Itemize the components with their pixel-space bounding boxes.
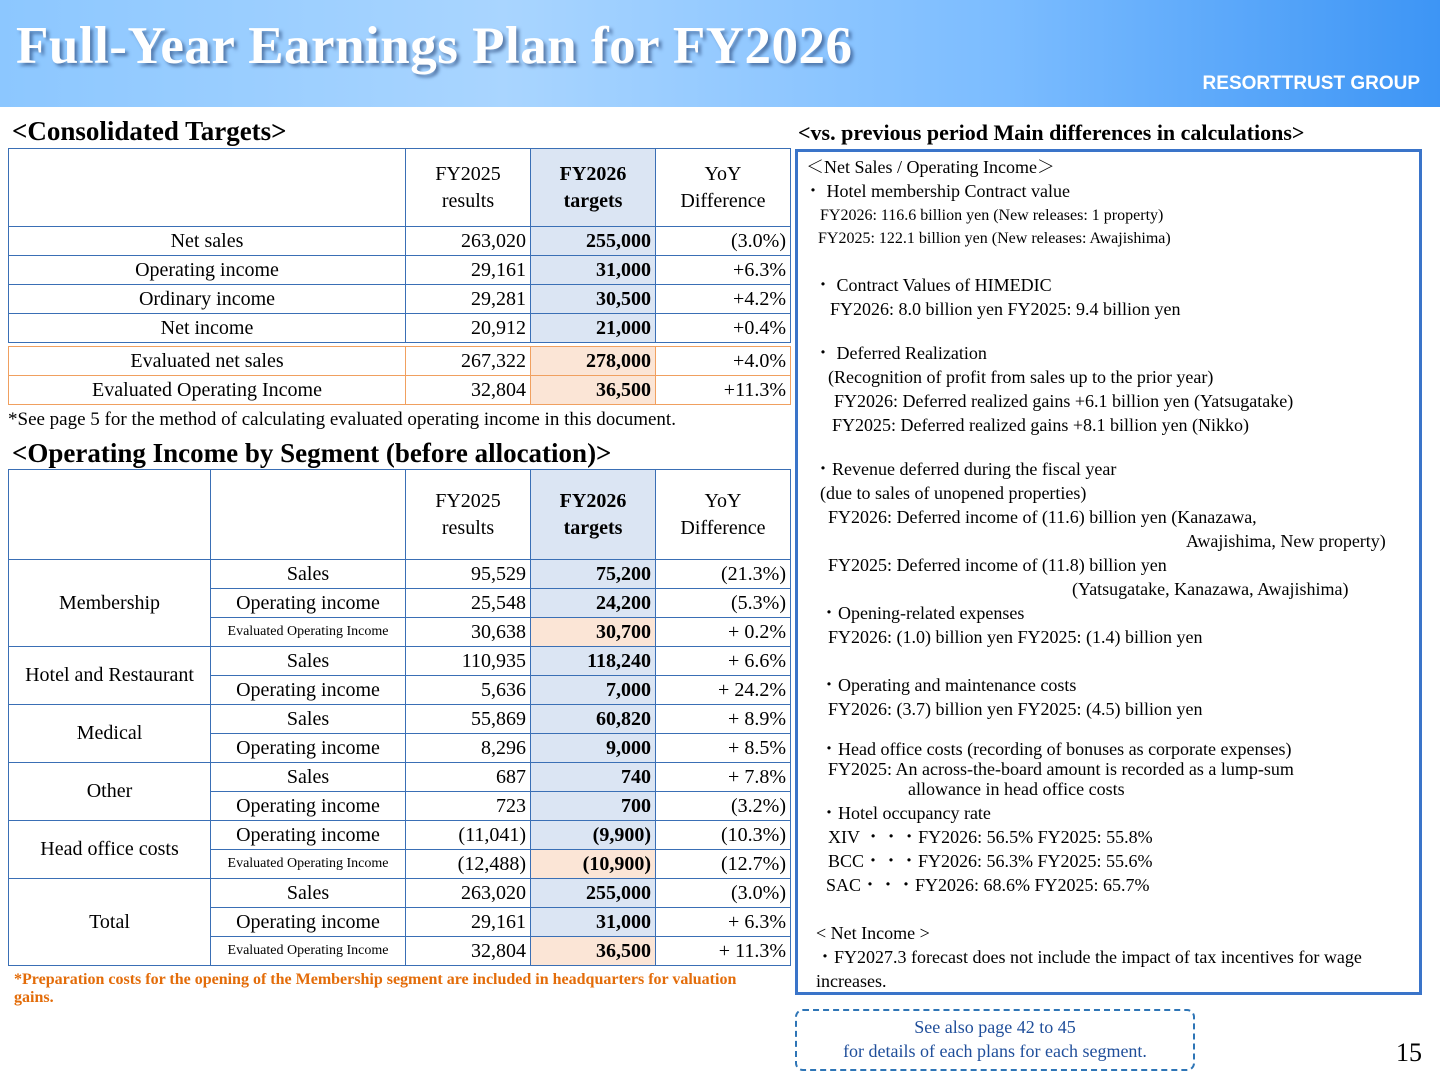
- segment-name: Hotel and Restaurant: [9, 647, 211, 705]
- yoy-value: (21.3%): [656, 560, 791, 589]
- yoy-value: +11.3%: [656, 376, 791, 405]
- table-row: [9, 227, 791, 256]
- yoy-value: (3.0%): [656, 879, 791, 908]
- table-header-row: [9, 149, 791, 227]
- see-also-callout: [795, 1009, 1195, 1071]
- col-header-yoy: YoY Difference: [656, 470, 791, 560]
- yoy-value: +4.2%: [656, 285, 791, 314]
- target-value: 31,000: [531, 908, 656, 937]
- row-label: Evaluated Operating Income: [211, 618, 406, 647]
- target-value: 118,240: [531, 647, 656, 676]
- prev-value: 687: [406, 763, 531, 792]
- target-value: 30,500: [531, 285, 656, 314]
- yoy-value: + 8.5%: [656, 734, 791, 763]
- difference-line: (due to sales of unopened properties): [820, 483, 1087, 503]
- yoy-value: + 8.9%: [656, 705, 791, 734]
- prev-value: 95,529: [406, 560, 531, 589]
- consolidated-targets-table: [8, 148, 791, 405]
- row-label: Operating income: [9, 256, 406, 285]
- difference-line: ・ Contract Values of HIMEDIC: [814, 275, 1052, 295]
- prev-value: 263,020: [406, 879, 531, 908]
- target-value: (9,900): [531, 821, 656, 850]
- yoy-value: (3.0%): [656, 227, 791, 256]
- table-row: [9, 347, 791, 376]
- difference-line: Awajishima, New property): [1186, 531, 1386, 551]
- prev-value: 110,935: [406, 647, 531, 676]
- table-row: [9, 705, 791, 734]
- difference-line: FY2026: Deferred realized gains +6.1 billion yen (Yatsugatake): [834, 391, 1294, 411]
- table-header-row: [9, 470, 791, 560]
- row-label: Operating income: [211, 821, 406, 850]
- difference-line: FY2026: Deferred income of (11.6) billion yen (Kanazawa,: [828, 507, 1257, 527]
- prev-value: 25,548: [406, 589, 531, 618]
- yoy-value: +6.3%: [656, 256, 791, 285]
- prev-value: 723: [406, 792, 531, 821]
- see-also-line: for details of each plans for each segment.: [843, 1041, 1147, 1061]
- row-label: Sales: [211, 647, 406, 676]
- difference-line: ・Hotel occupancy rate: [820, 803, 991, 823]
- col-header-prev: FY2025 results: [406, 470, 531, 560]
- difference-line: FY2025: An across-the-board amount is recorded as a lump-sum: [828, 759, 1294, 779]
- segment-income-table: [8, 469, 791, 966]
- difference-line: FY2025: Deferred realized gains +8.1 billion yen (Nikko): [832, 415, 1250, 435]
- header-blank: [9, 149, 406, 227]
- difference-line: ・ Hotel membership Contract value: [804, 181, 1070, 201]
- row-label: Evaluated net sales: [9, 347, 406, 376]
- difference-line: SAC・・・FY2026: 68.6% FY2025: 65.7%: [826, 875, 1150, 895]
- difference-line: (Recognition of profit from sales up to the prior year): [828, 367, 1214, 387]
- row-label: Operating income: [211, 589, 406, 618]
- yoy-value: + 24.2%: [656, 676, 791, 705]
- yoy-value: + 6.6%: [656, 647, 791, 676]
- difference-line: FY2026: 116.6 billion yen (New releases: 1 property): [820, 207, 1164, 224]
- segment-name: Head office costs: [9, 821, 211, 879]
- table-row: [9, 285, 791, 314]
- prev-value: 30,638: [406, 618, 531, 647]
- consolidated-title: <Consolidated Targets>: [12, 116, 287, 146]
- row-label: Ordinary income: [9, 285, 406, 314]
- difference-line: ・ Deferred Realization: [814, 343, 987, 363]
- yoy-value: + 0.2%: [656, 618, 791, 647]
- table-row: [9, 314, 791, 343]
- prev-value: 29,161: [406, 908, 531, 937]
- target-value: 31,000: [531, 256, 656, 285]
- prev-value: 267,322: [406, 347, 531, 376]
- differences-box: [795, 149, 1422, 995]
- yoy-value: + 7.8%: [656, 763, 791, 792]
- target-value: 21,000: [531, 314, 656, 343]
- target-value: 278,000: [531, 347, 656, 376]
- header-blank: [9, 470, 211, 560]
- target-value: 75,200: [531, 560, 656, 589]
- difference-line: ・Operating and maintenance costs: [820, 675, 1077, 695]
- table-row: [9, 560, 791, 589]
- difference-line: ・Head office costs (recording of bonuses as corporate expenses): [820, 739, 1292, 759]
- target-value: 24,200: [531, 589, 656, 618]
- row-label: Operating income: [211, 792, 406, 821]
- row-label: Operating income: [211, 676, 406, 705]
- difference-line: FY2026: (1.0) billion yen FY2025: (1.4) billion yen: [828, 627, 1203, 647]
- table-row: [9, 763, 791, 792]
- prev-value: 8,296: [406, 734, 531, 763]
- prev-value: 20,912: [406, 314, 531, 343]
- table-row: [9, 376, 791, 405]
- row-label: Evaluated Operating Income: [211, 850, 406, 879]
- target-value: 36,500: [531, 937, 656, 966]
- row-label: Sales: [211, 705, 406, 734]
- evaluated-income-note: *See page 5 for the method of calculating evaluated operating income in this document.: [8, 409, 676, 430]
- segment-title: <Operating Income by Segment (before allocation)>: [12, 438, 612, 468]
- target-value: 700: [531, 792, 656, 821]
- difference-line: FY2026: (3.7) billion yen FY2025: (4.5) billion yen: [828, 699, 1203, 719]
- row-label: Evaluated Operating Income: [211, 937, 406, 966]
- col-header-target: FY2026 targets: [531, 149, 656, 227]
- target-value: 36,500: [531, 376, 656, 405]
- title-banner: [0, 0, 1440, 107]
- preparation-costs-note: *Preparation costs for the opening of the Membership segment are included in headquarters for valuation gains.: [14, 971, 737, 1006]
- table-row: [9, 879, 791, 908]
- row-label: Sales: [211, 560, 406, 589]
- prev-value: (11,041): [406, 821, 531, 850]
- difference-line: ・Opening-related expenses: [820, 603, 1025, 623]
- row-label: Operating income: [211, 908, 406, 937]
- segment-name: Medical: [9, 705, 211, 763]
- difference-line: allowance in head office costs: [908, 779, 1125, 799]
- prev-value: 5,636: [406, 676, 531, 705]
- table-row: [9, 256, 791, 285]
- prev-value: 32,804: [406, 376, 531, 405]
- yoy-value: + 6.3%: [656, 908, 791, 937]
- see-also-line: See also page 42 to 45: [914, 1017, 1076, 1037]
- table-row: [9, 821, 791, 850]
- yoy-value: (12.7%): [656, 850, 791, 879]
- prev-value: 32,804: [406, 937, 531, 966]
- difference-line: ＜Net Sales / Operating Income＞: [806, 157, 1055, 177]
- yoy-value: (5.3%): [656, 589, 791, 618]
- row-label: Net income: [9, 314, 406, 343]
- header-blank: [211, 470, 406, 560]
- target-value: 9,000: [531, 734, 656, 763]
- target-value: (10,900): [531, 850, 656, 879]
- prev-value: 263,020: [406, 227, 531, 256]
- difference-line: ・Revenue deferred during the fiscal year: [814, 459, 1117, 479]
- segment-name: Membership: [9, 560, 211, 647]
- segment-name: Total: [9, 879, 211, 966]
- difference-line: ・FY2027.3 forecast does not include the impact of tax incentives for wage: [816, 947, 1362, 967]
- row-label: Evaluated Operating Income: [9, 376, 406, 405]
- differences-title: <vs. previous period Main differences in calculations>: [798, 120, 1305, 145]
- prev-value: 29,161: [406, 256, 531, 285]
- table-row: [9, 647, 791, 676]
- page-title: Full-Year Earnings Plan for FY2026: [16, 17, 853, 75]
- row-label: Net sales: [9, 227, 406, 256]
- yoy-value: (3.2%): [656, 792, 791, 821]
- difference-line: FY2025: 122.1 billion yen (New releases: Awajishima): [818, 230, 1171, 247]
- difference-line: FY2026: 8.0 billion yen FY2025: 9.4 billion yen: [830, 299, 1181, 319]
- prev-value: 55,869: [406, 705, 531, 734]
- target-value: 255,000: [531, 879, 656, 908]
- yoy-value: +4.0%: [656, 347, 791, 376]
- target-value: 60,820: [531, 705, 656, 734]
- row-label: Sales: [211, 763, 406, 792]
- difference-line: BCC・・・FY2026: 56.3% FY2025: 55.6%: [828, 851, 1153, 871]
- difference-line: < Net Income >: [816, 923, 930, 943]
- yoy-value: + 11.3%: [656, 937, 791, 966]
- target-value: 255,000: [531, 227, 656, 256]
- segment-name: Other: [9, 763, 211, 821]
- col-header-yoy: YoY Difference: [656, 149, 791, 227]
- yoy-value: +0.4%: [656, 314, 791, 343]
- target-value: 740: [531, 763, 656, 792]
- company-brand: RESORTTRUST GROUP: [1202, 73, 1420, 94]
- target-value: 30,700: [531, 618, 656, 647]
- difference-line: FY2025: Deferred income of (11.8) billion yen: [828, 555, 1167, 575]
- difference-line: increases.: [816, 971, 887, 991]
- difference-line: (Yatsugatake, Kanazawa, Awajishima): [1072, 579, 1349, 599]
- target-value: 7,000: [531, 676, 656, 705]
- row-label: Sales: [211, 879, 406, 908]
- difference-line: XIV ・・・FY2026: 56.5% FY2025: 55.8%: [828, 827, 1153, 847]
- yoy-value: (10.3%): [656, 821, 791, 850]
- col-header-target: FY2026 targets: [531, 470, 656, 560]
- row-label: Operating income: [211, 734, 406, 763]
- prev-value: 29,281: [406, 285, 531, 314]
- col-header-prev: FY2025 results: [406, 149, 531, 227]
- page-number: 15: [1396, 1038, 1422, 1067]
- prev-value: (12,488): [406, 850, 531, 879]
